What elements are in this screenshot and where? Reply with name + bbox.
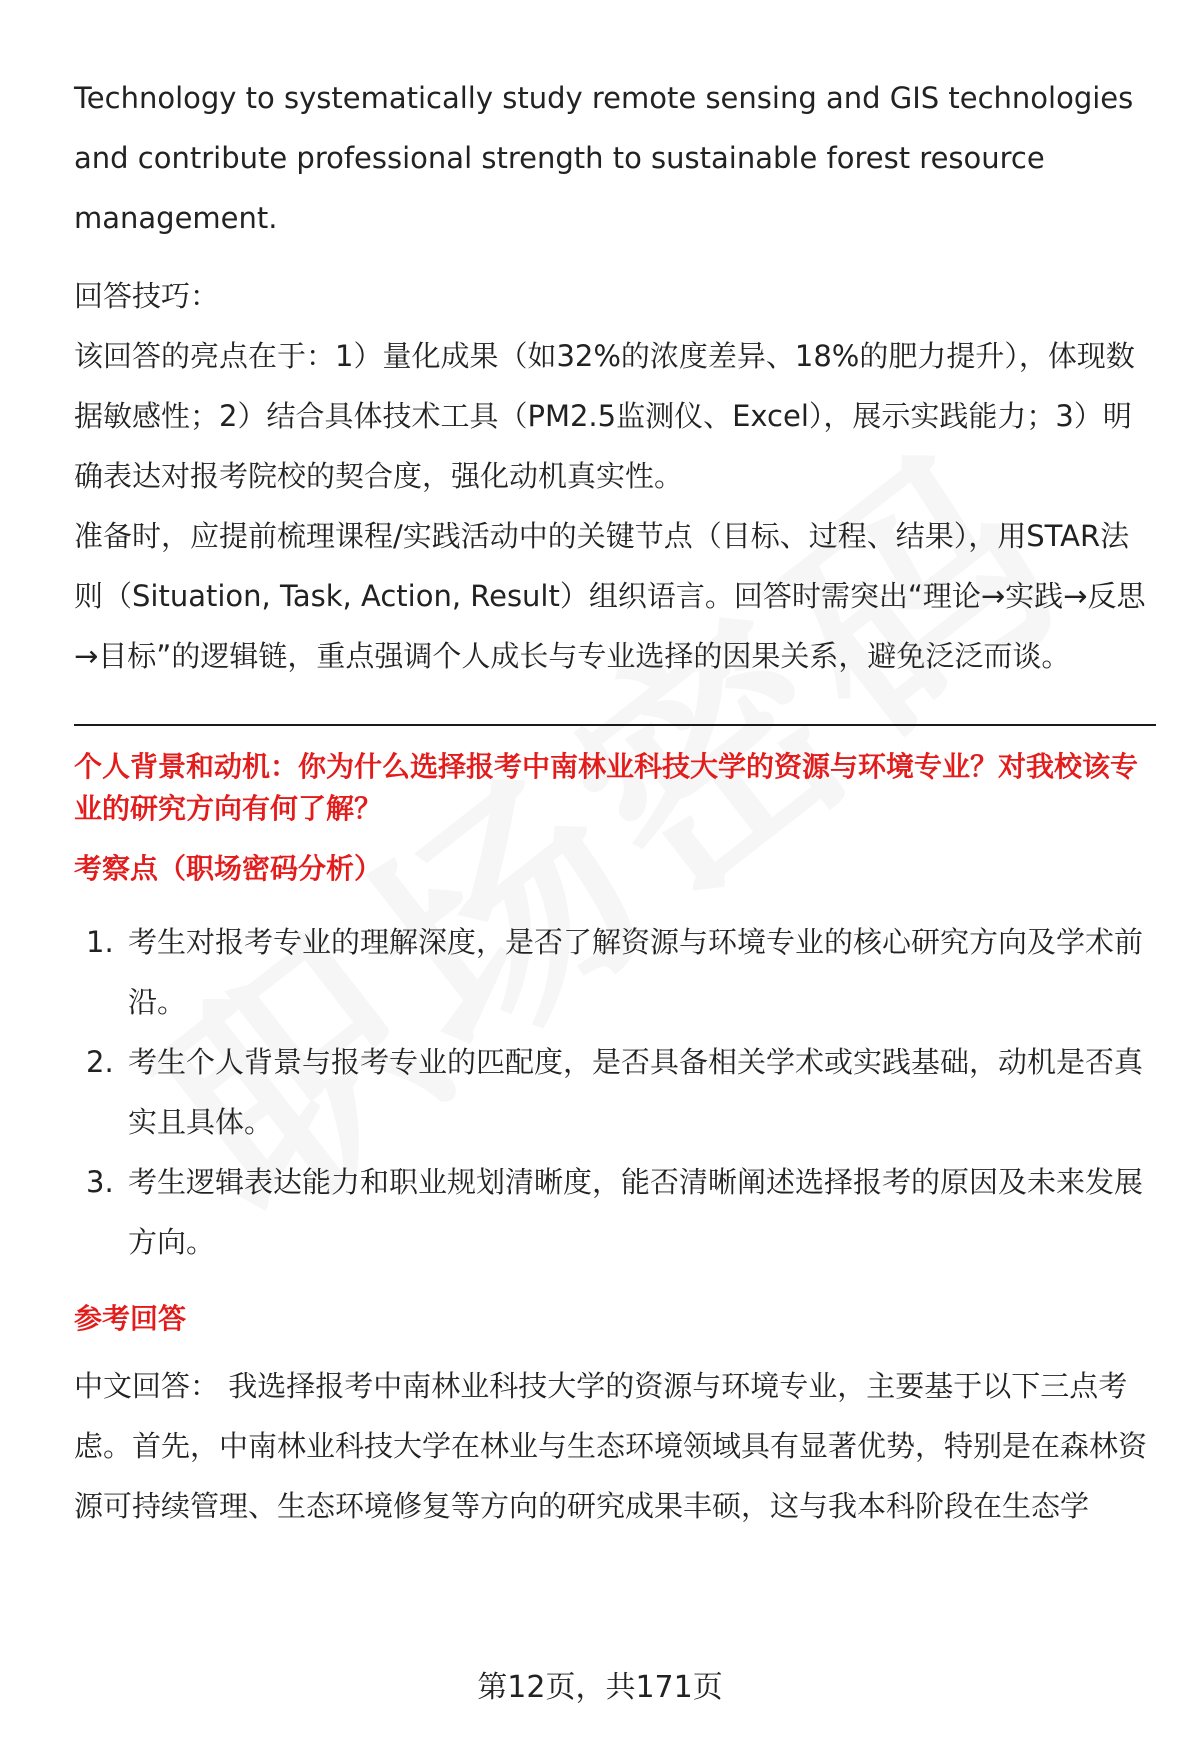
- list-item-text: 考生对报考专业的理解深度，是否了解资源与环境专业的核心研究方向及学术前沿。: [128, 925, 1144, 1019]
- page-number: 第12页，共171页: [477, 1670, 723, 1705]
- tips-paragraph-2: 准备时，应提前梳理课程/实践活动中的关键节点（目标、过程、结果），用STAR法则（Situation, Task, Action, Result）组织语言。回答时需突出“理论→实践→反思→目标”的逻辑链，重点强调个人成长与专业选择的因果关系，避免泛泛而谈。: [74, 519, 1146, 673]
- list-item-text: 考生逻辑表达能力和职业规划清晰度，能否清晰阐述选择报考的原因及未来发展方向。: [128, 1165, 1144, 1259]
- page-content: [74, 68, 1154, 1536]
- list-item-number: 2.: [86, 1045, 114, 1079]
- list-item-number: 1.: [86, 925, 114, 959]
- list-item-number: 3.: [86, 1165, 114, 1199]
- tips-heading: 回答技巧：: [74, 279, 220, 313]
- question-title: 个人背景和动机：你为什么选择报考中南林业科技大学的资源与环境专业？对我校该专业的研究方向有何了解？: [74, 750, 1139, 825]
- reference-heading: 参考回答: [74, 1302, 187, 1335]
- intro-line-3: management.: [74, 201, 278, 235]
- analysis-heading: 考察点（职场密码分析）: [74, 852, 383, 885]
- list-item-text: 考生个人背景与报考专业的匹配度，是否具备相关学术或实践基础，动机是否真实且具体。: [128, 1045, 1144, 1139]
- intro-line-2: and contribute professional strength to sustainable forest resource: [74, 141, 1045, 175]
- analysis-list: [74, 912, 1154, 1272]
- tips-paragraph-1: 该回答的亮点在于：1）量化成果（如32%的浓度差异、18%的肥力提升），体现数据敏感性；2）结合具体技术工具（PM2.5监测仪、Excel），展示实践能力；3）明确表达对报考院校的契合度，强化动机真实性。: [74, 339, 1135, 493]
- reference-paragraph: 中文回答： 我选择报考中南林业科技大学的资源与环境专业，主要基于以下三点考虑。首先，中南林业科技大学在林业与生态环境领域具有显著优势，特别是在森林资源可持续管理、生态环境修复等方向的研究成果丰硕，这与我本科阶段在生态学: [74, 1369, 1148, 1523]
- list-item: [74, 1032, 1154, 1152]
- list-item: [74, 1152, 1154, 1272]
- list-item: [74, 912, 1154, 1032]
- intro-line-1: Technology to systematically study remote sensing and GIS technologies: [74, 81, 1134, 115]
- section-divider: [74, 724, 1156, 726]
